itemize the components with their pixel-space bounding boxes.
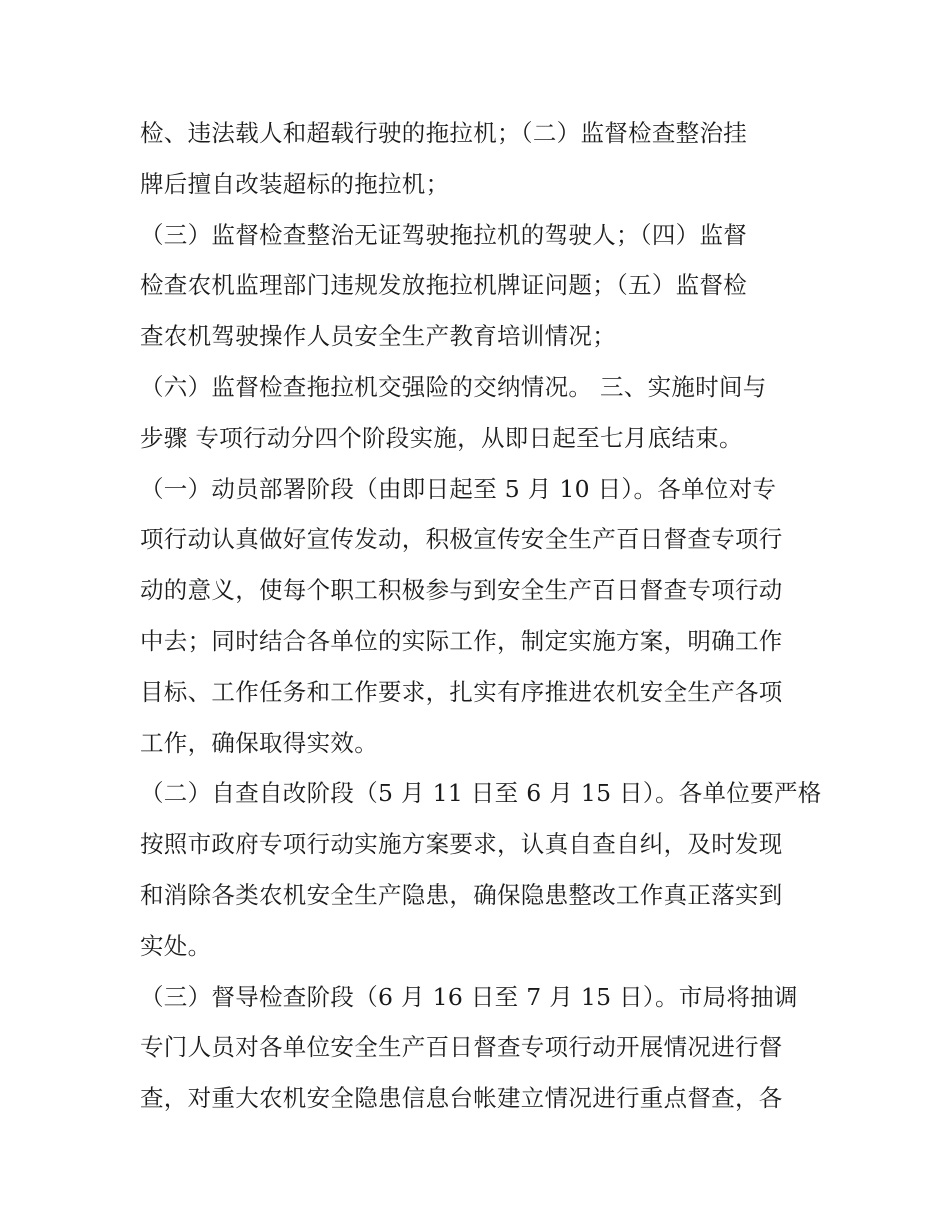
- text-line: （一）动员部署阶段（由即日起至 5 月 10 日）。各单位对专: [140, 474, 777, 503]
- text-line: 工作，确保取得实效。: [140, 728, 378, 757]
- text-line: 中去；同时结合各单位的实际工作，制定实施方案，明确工作: [140, 626, 783, 655]
- text-line: 专门人员对各单位安全生产百日督查专项行动开展情况进行督: [140, 1033, 783, 1062]
- text-line: （二）自查自改阶段（5 月 11 日至 6 月 15 日）。各单位要严格: [140, 779, 822, 808]
- text-line: （三）监督检查整治无证驾驶拖拉机的驾驶人；（四）监督: [140, 220, 748, 249]
- text-line: 动的意义，使每个职工积极参与到安全生产百日督查专项行动: [140, 576, 783, 605]
- text-line: （三）督导检查阶段（6 月 16 日至 7 月 15 日）。市局将抽调: [140, 982, 798, 1011]
- text-line: 查农机驾驶操作人员安全生产教育培训情况；: [140, 322, 616, 351]
- text-line: 和消除各类农机安全生产隐患，确保隐患整改工作真正落实到: [140, 880, 783, 909]
- document-body: [140, 108, 822, 1124]
- text-line: 目标、工作任务和工作要求，扎实有序推进农机安全生产各项: [140, 677, 783, 706]
- text-line: 检查农机监理部门违规发放拖拉机牌证问题；（五）监督检: [140, 271, 748, 300]
- text-line: 按照市政府专项行动实施方案要求，认真自查自纠，及时发现: [140, 830, 783, 859]
- text-line: 牌后擅自改装超标的拖拉机；: [140, 169, 450, 198]
- text-line: 项行动认真做好宣传发动，积极宣传安全生产百日督查专项行: [140, 525, 783, 554]
- text-line: 检、违法载人和超载行驶的拖拉机；（二）监督检查整治挂: [140, 119, 748, 147]
- text-line: 步骤 专项行动分四个阶段实施，从即日起至七月底结束。: [140, 423, 743, 452]
- text-line: 实处。: [140, 931, 212, 960]
- text-line: （六）监督检查拖拉机交强险的交纳情况。 三、实施时间与: [140, 372, 767, 401]
- text-line: 查，对重大农机安全隐患信息台帐建立情况进行重点督查，各: [140, 1084, 783, 1113]
